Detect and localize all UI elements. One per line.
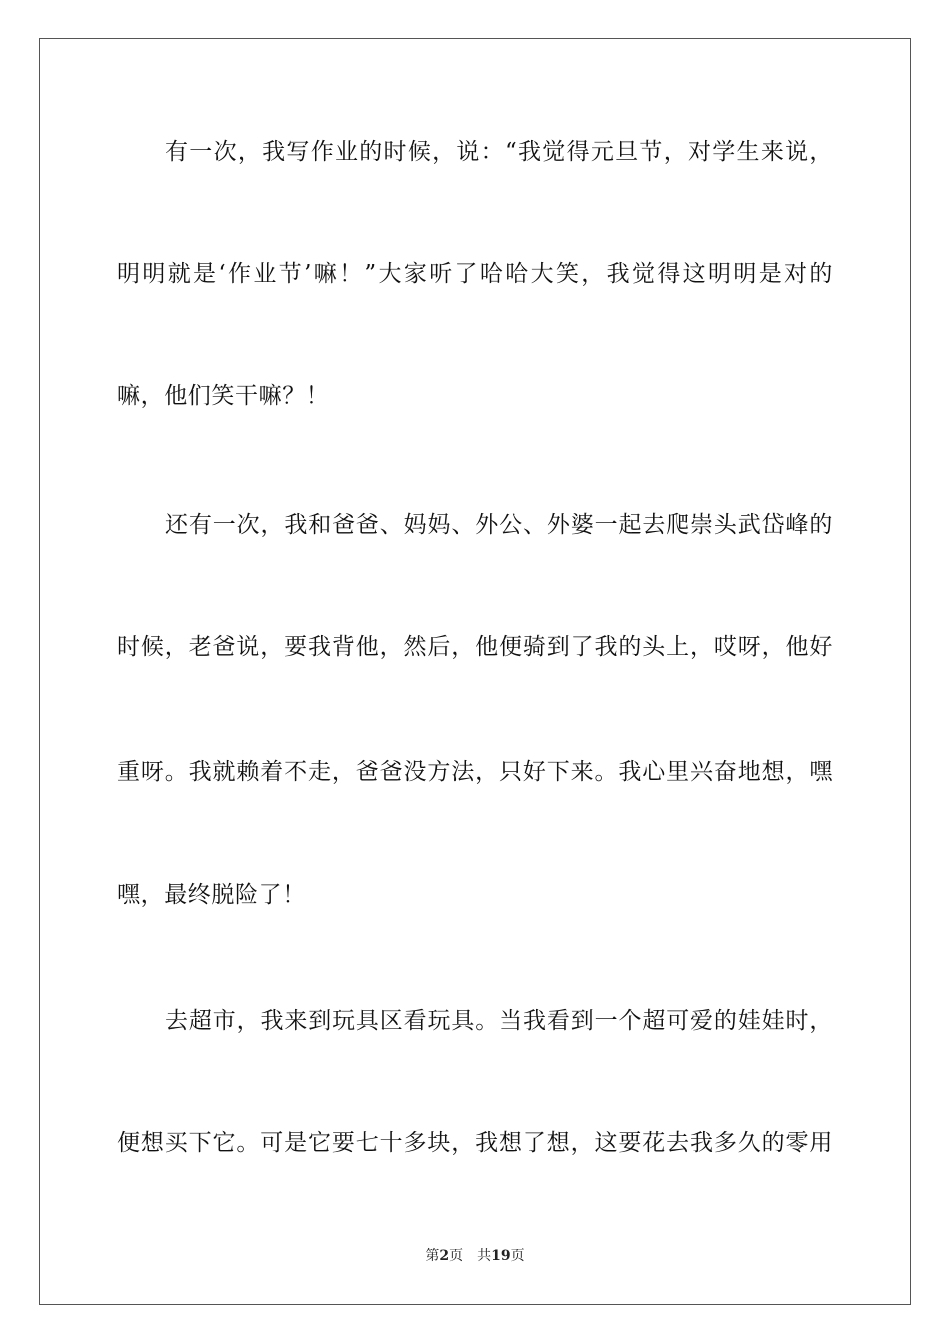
paragraph-3-line-2: 便想买下它。可是它要七十多块，我想了想，这要花去我多久的零用 [117,1130,833,1156]
paragraph-3-line-1: 去超市，我来到玩具区看玩具。当我看到一个超可爱的娃娃时， [165,1008,833,1034]
total-pages: 19 [491,1248,511,1264]
paragraph-1-line-3: 嘛，他们笑干嘛？！ [117,383,330,409]
total-suffix: 页 [510,1248,525,1264]
page-number: 2 [439,1248,450,1264]
page-prefix: 第 [425,1248,440,1264]
paragraph-2-line-3: 重呀。我就赖着不走，爸爸没方法，只好下来。我心里兴奋地想，嘿 [117,759,833,785]
page-border [39,38,911,1305]
paragraph-1-line-2: 明明就是‘作业节’嘛！”大家听了哈哈大笑，我觉得这明明是对的 [117,261,833,287]
paragraph-2-line-4: 嘿，最终脱险了！ [117,882,306,908]
paragraph-2-line-2: 时候，老爸说，要我背他，然后，他便骑到了我的头上，哎呀，他好 [117,634,833,660]
page-footer [0,1247,950,1265]
page-suffix: 页 [449,1248,464,1264]
total-prefix: 共 [477,1248,492,1264]
paragraph-2-line-1: 还有一次，我和爸爸、妈妈、外公、外婆一起去爬崇头武岱峰的 [165,512,833,538]
paragraph-1-line-1: 有一次，我写作业的时候，说：“我觉得元旦节，对学生来说， [165,139,833,165]
